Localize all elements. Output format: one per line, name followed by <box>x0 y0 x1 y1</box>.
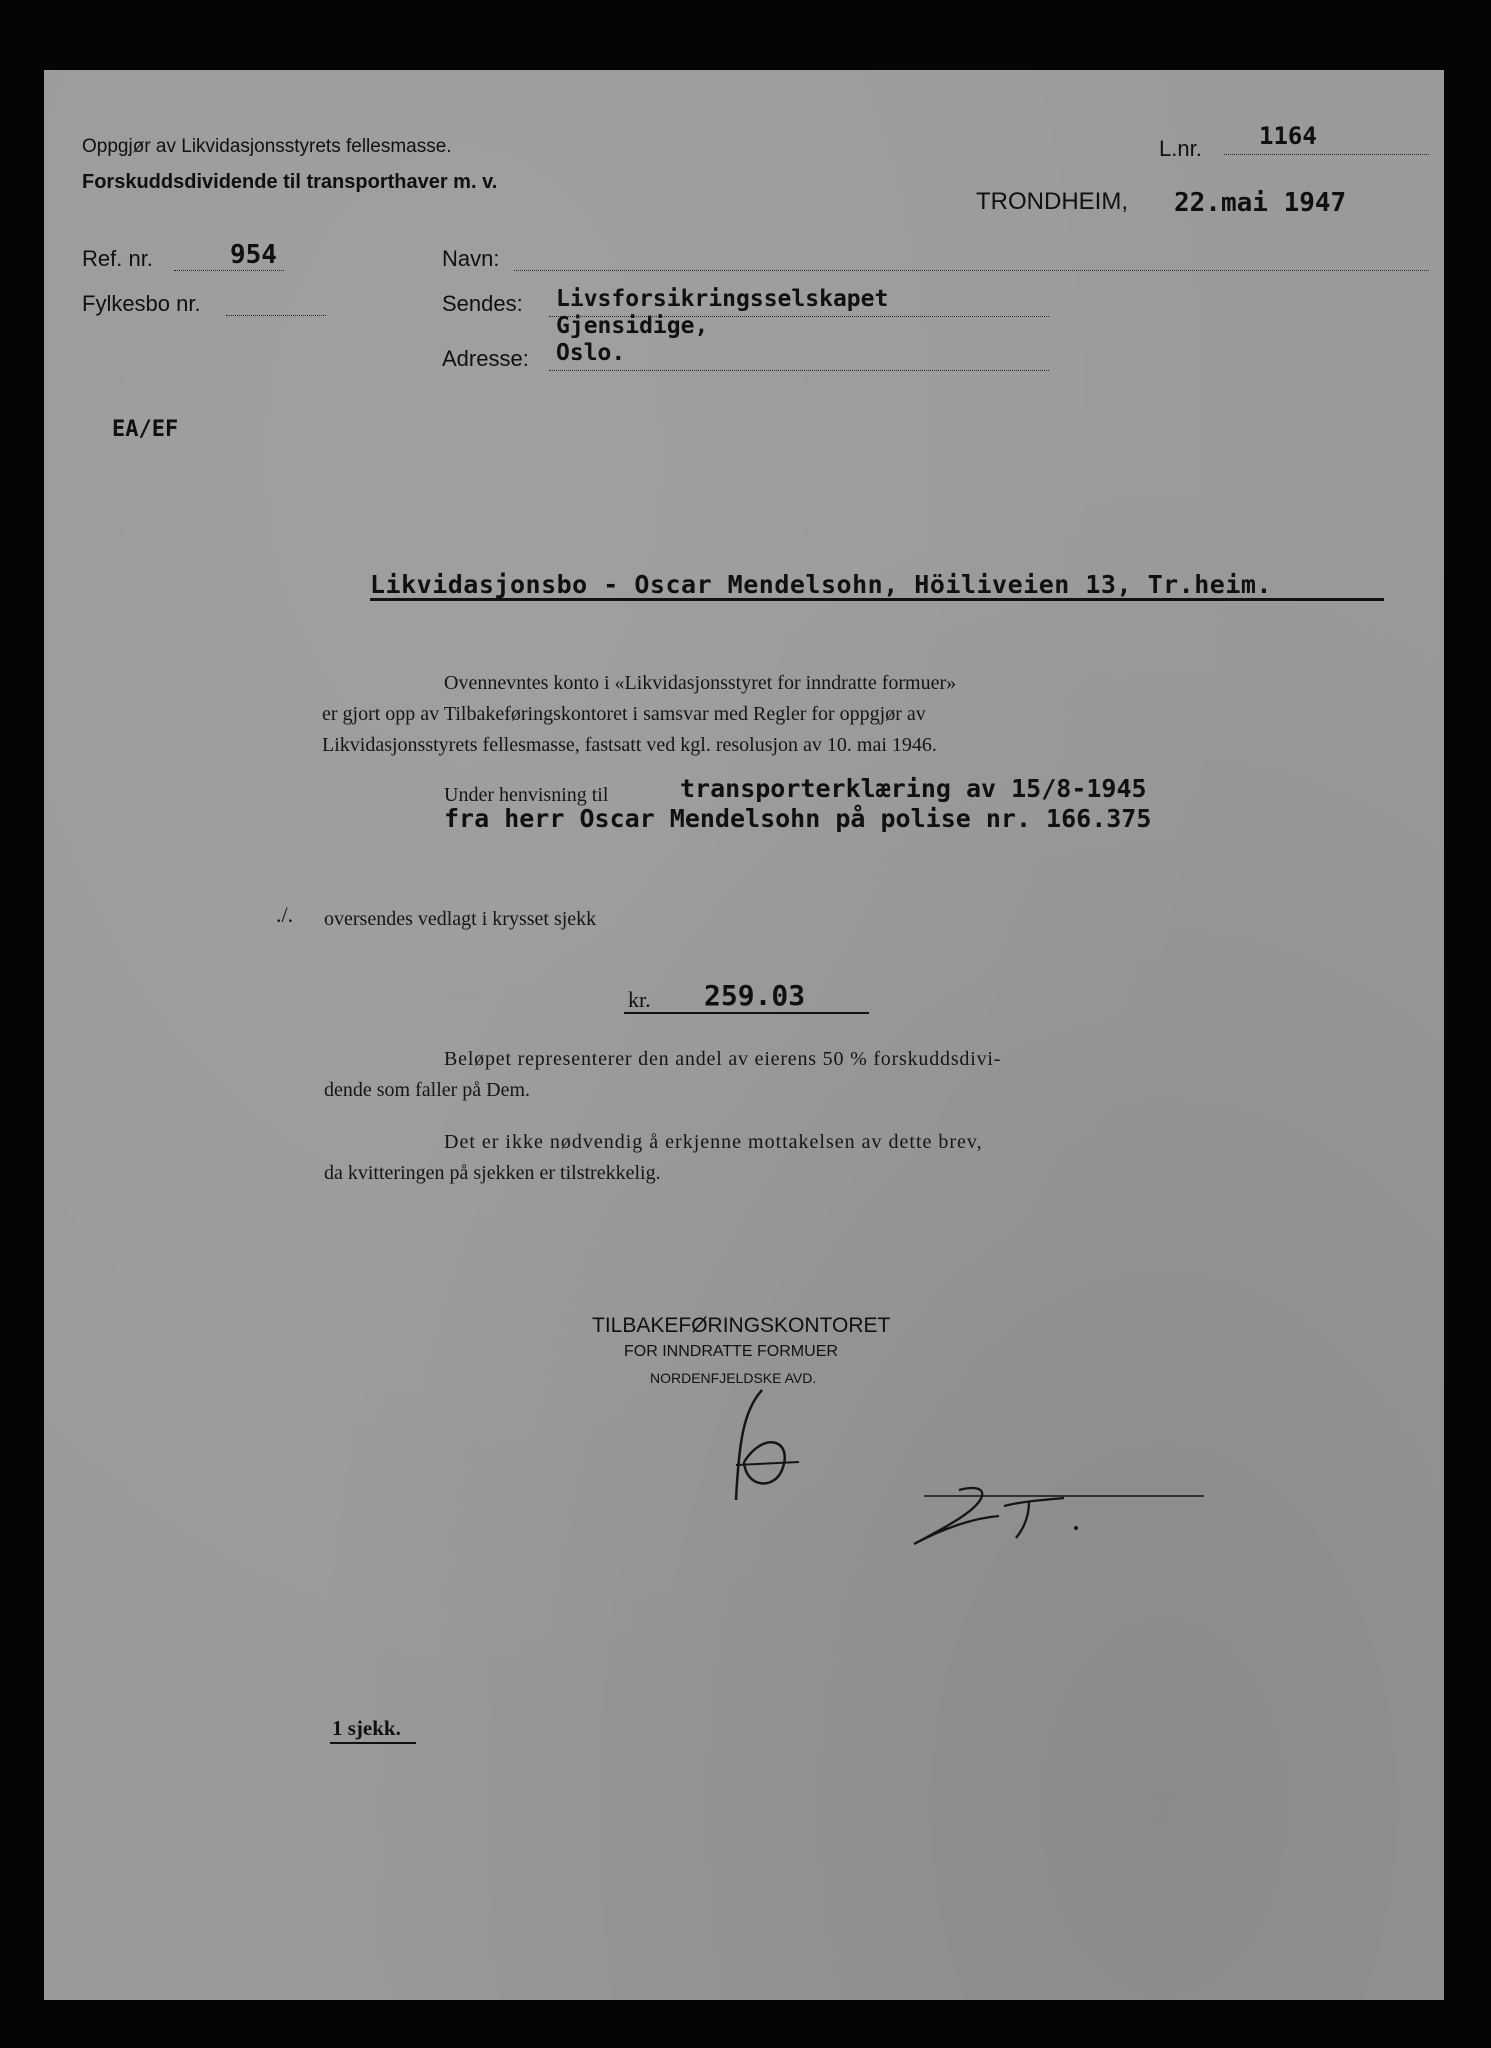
navn-label: Navn: <box>442 246 500 271</box>
office-name: TILBAKEFØRINGSKONTORET <box>592 1314 891 1337</box>
body-p3-line-2: da kvitteringen på sjekken er tilstrekkelig. <box>324 1162 661 1184</box>
letter-page <box>44 70 1444 2000</box>
lnr-dotline <box>1224 154 1429 155</box>
enclosure: 1 sjekk. <box>332 1716 401 1740</box>
office-subline: FOR INNDRATTE FORMUER <box>624 1343 838 1360</box>
letter-date: 22.mai 1947 <box>1174 188 1347 218</box>
recipient-line-3: Oslo. <box>556 340 626 366</box>
lnr-value: 1164 <box>1259 122 1317 150</box>
place-label: TRONDHEIM, <box>976 188 1128 215</box>
check-mark: ./. <box>276 902 294 927</box>
body-p1-line-2: er gjort opp av Tilbakeføringskontoret i samsvar med Regler for oppgjør av <box>322 703 926 725</box>
body-p1-line-1: Ovennevntes konto i «Likvidasjonsstyret for inndratte formuer» <box>444 672 957 694</box>
body-p2-line-2: dende som faller på Dem. <box>324 1079 531 1101</box>
adresse-label: Adresse: <box>442 346 529 371</box>
recipient-line-2: Gjensidige, <box>556 313 709 339</box>
signature-mark <box>684 1370 824 1510</box>
navn-dotline <box>514 270 1429 271</box>
fylkesbo-label: Fylkesbo nr. <box>82 291 201 316</box>
sendes-dotline <box>549 316 1049 317</box>
amount-label: kr. <box>628 987 651 1012</box>
ref-dotline <box>174 270 284 271</box>
initials: EA/EF <box>112 417 179 442</box>
lnr-label: L.nr. <box>1159 136 1202 161</box>
enclosure-underline <box>330 1742 416 1744</box>
fylkesbo-dotline <box>226 315 326 316</box>
recipient-line-1: Livsforsikringsselskapet <box>556 286 889 312</box>
subject-line: Likvidasjonsbo - Oscar Mendelsohn, Höiliveien 13, Tr.heim. <box>370 570 1272 599</box>
header-line-2: Forskuddsdividende til transporthaver m. v. <box>82 171 498 193</box>
henvisning-label: Under henvisning til <box>444 784 609 806</box>
sendes-label: Sendes: <box>442 291 523 316</box>
body-p3-line-1: Det er ikke nødvendig å erkjenne mottakelsen av dette brev, <box>444 1131 983 1153</box>
oversendes-line: oversendes vedlagt i krysset sjekk <box>324 908 597 930</box>
amount-underline <box>624 1012 869 1014</box>
body-p1-line-3: Likvidasjonsstyrets fellesmasse, fastsatt ved kgl. resolusjon av 10. mai 1946. <box>322 734 937 756</box>
henvisning-line-2: fra herr Oscar Mendelsohn på polise nr. 166.375 <box>444 804 1152 833</box>
adresse-dotline <box>549 370 1049 371</box>
amount-value: 259.03 <box>704 979 806 1012</box>
ref-value: 954 <box>230 240 277 270</box>
ref-label: Ref. nr. <box>82 246 153 271</box>
body-p2-line-1: Beløpet representerer den andel av eierens 50 % forskuddsdivi- <box>444 1048 1002 1070</box>
initials-signature <box>904 1476 1204 1566</box>
subject-underline <box>370 598 1384 601</box>
henvisning-line-1: transporterklæring av 15/8-1945 <box>680 774 1147 803</box>
header-line-1: Oppgjør av Likvidasjonsstyrets fellesmasse. <box>82 136 452 157</box>
office-department: NORDENFJELDSKE AVD. <box>650 1370 817 1386</box>
